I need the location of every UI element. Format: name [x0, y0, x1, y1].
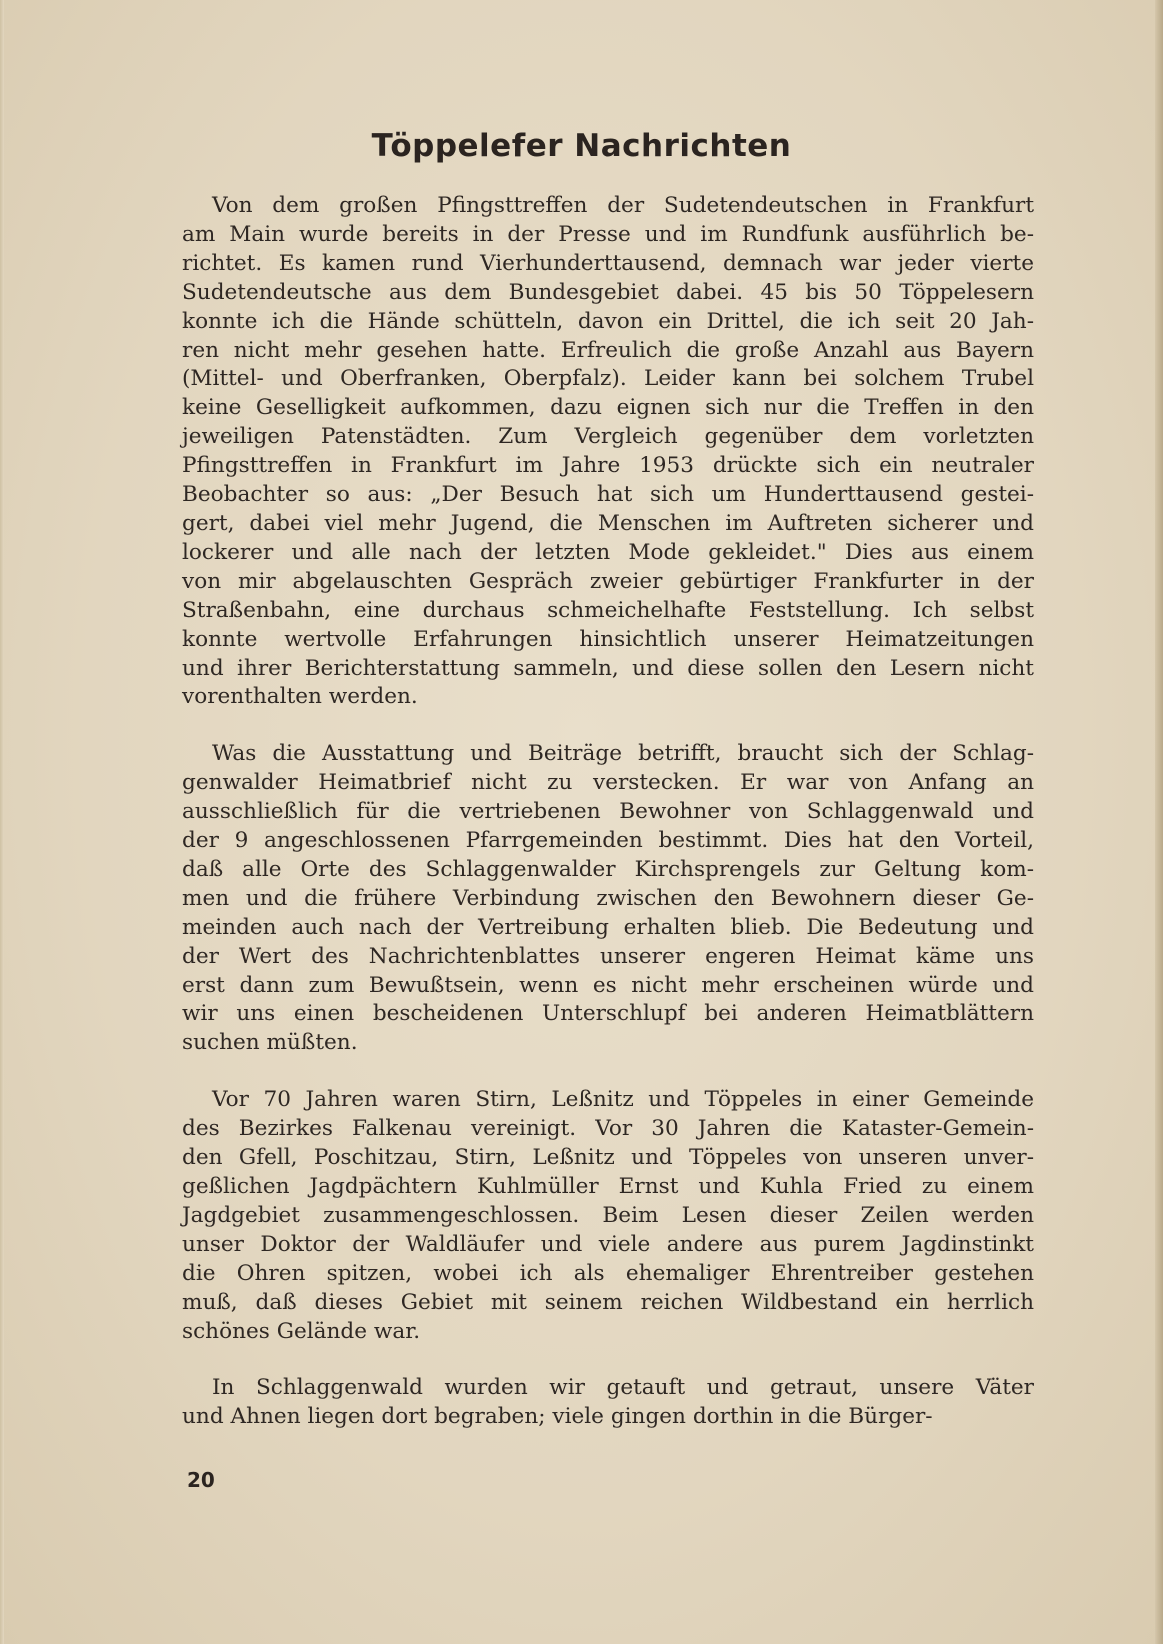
text-line: meinden auch nach der Vertreibung erhalten blieb. Die Bedeutung und: [182, 914, 1034, 940]
text-line: genwalder Heimatbrief nicht zu verstecken. Er war von Anfang an: [182, 770, 1034, 796]
text-line: lockerer und alle nach der letzten Mode gekleidet." Dies aus einem: [182, 539, 1034, 565]
text-line: daß alle Orte des Schlaggenwalder Kirchsprengels zur Geltung kom-: [182, 856, 1034, 882]
text-line: Vor 70 Jahren waren Stirn, Leßnitz und Töppeles in einer Gemeinde: [212, 1087, 1034, 1113]
text-line: des Bezirkes Falkenau vereinigt. Vor 30 Jahren die Kataster-Gemein-: [182, 1116, 1034, 1142]
article-title: Töppelefer Nachrichten: [371, 128, 792, 164]
text-line: geßlichen Jagdpächtern Kuhlmüller Ernst und Kuhla Fried zu einem: [182, 1174, 1034, 1199]
text-line: Sudetendeutsche aus dem Bundesgebiet dabei. 45 bis 50 Töppelesern: [182, 279, 1034, 305]
text-line: unser Doktor der Waldläufer und viele andere aus purem Jagdinstinkt: [182, 1231, 1034, 1257]
text-line: konnte ich die Hände schütteln, davon ein Drittel, die ich seit 20 Jah-: [182, 308, 1034, 334]
text-line: vorenthalten werden.: [182, 684, 418, 710]
page-edge-left: [0, 0, 4, 1644]
text-line: am Main wurde bereits in der Presse und im Rundfunk ausführlich be-: [182, 221, 1034, 247]
text-line: der 9 angeschlossenen Pfarrgemeinden bestimmt. Dies hat den Vorteil,: [182, 828, 1034, 854]
paragraph: [182, 1086, 1034, 1346]
text-line: wir uns einen bescheidenen Unterschlupf bei anderen Heimatblättern: [182, 1001, 1034, 1027]
text-line: keine Geselligkeit aufkommen, dazu eignen sich nur die Treffen in den: [182, 395, 1034, 421]
text-line: Pfingsttreffen in Frankfurt im Jahre 1953 drückte sich ein neutraler: [182, 453, 1034, 479]
text-line: In Schlaggenwald wurden wir getauft und getraut, unsere Väter: [212, 1375, 1034, 1401]
text-line: erst dann zum Bewußtsein, wenn es nicht mehr erscheinen würde und: [182, 972, 1034, 998]
text-line: gert, dabei viel mehr Jugend, die Menschen im Auftreten sicherer und: [182, 510, 1034, 536]
text-line: Straßenbahn, eine durchaus schmeichelhafte Feststellung. Ich selbst: [182, 597, 1034, 623]
paragraph: [182, 740, 1034, 1058]
text-line: (Mittel- und Oberfranken, Oberpfalz). Leider kann bei solchem Trubel: [182, 366, 1034, 392]
text-line: suchen müßten.: [182, 1030, 358, 1056]
text-line: men und die frühere Verbindung zwischen den Bewohnern dieser Ge-: [182, 885, 1034, 911]
text-line: schönes Gelände war.: [182, 1318, 421, 1344]
text-line: die Ohren spitzen, wobei ich als ehemaliger Ehrentreiber gestehen: [182, 1260, 1034, 1286]
text-line: richtet. Es kamen rund Vierhunderttausend, demnach war jeder vierte: [182, 250, 1034, 276]
paragraph: [182, 192, 1034, 712]
text-line: Jagdgebiet zusammengeschlossen. Beim Lesen dieser Zeilen werden: [182, 1202, 1034, 1228]
text-line: Beobachter so aus: „Der Besuch hat sich um Hunderttausend gestei-: [182, 482, 1034, 508]
text-line: und ihrer Berichterstattung sammeln, und diese sollen den Lesern nicht: [182, 655, 1034, 681]
paragraph: [182, 1374, 1034, 1432]
page-number: 20: [187, 1468, 215, 1492]
text-line: Was die Ausstattung und Beiträge betrifft, braucht sich der Schlag-: [212, 741, 1034, 767]
text-line: jeweiligen Patenstädten. Zum Vergleich gegenüber dem vorletzten: [182, 424, 1034, 450]
text-line: ausschließlich für die vertriebenen Bewohner von Schlaggenwald und: [182, 799, 1034, 825]
text-line: ren nicht mehr gesehen hatte. Erfreulich die große Anzahl aus Bayern: [182, 337, 1034, 363]
page-edge-right: [1155, 0, 1163, 1644]
text-line: der Wert des Nachrichtenblattes unserer engeren Heimat käme uns: [182, 943, 1034, 969]
text-line: von mir abgelauschten Gespräch zweier gebürtiger Frankfurter in der: [182, 568, 1034, 594]
text-line: und Ahnen liegen dort begraben; viele gingen dorthin in die Bürger-: [182, 1404, 933, 1430]
text-line: muß, daß dieses Gebiet mit seinem reichen Wildbestand ein herrlich: [182, 1289, 1034, 1315]
text-line: den Gfell, Poschitzau, Stirn, Leßnitz und Töppeles von unseren unver-: [182, 1145, 1034, 1171]
text-line: Von dem großen Pfingsttreffen der Sudetendeutschen in Frankfurt: [212, 193, 1034, 218]
article-body: [182, 192, 1034, 1432]
text-line: konnte wertvolle Erfahrungen hinsichtlich unserer Heimatzeitungen: [182, 626, 1034, 652]
